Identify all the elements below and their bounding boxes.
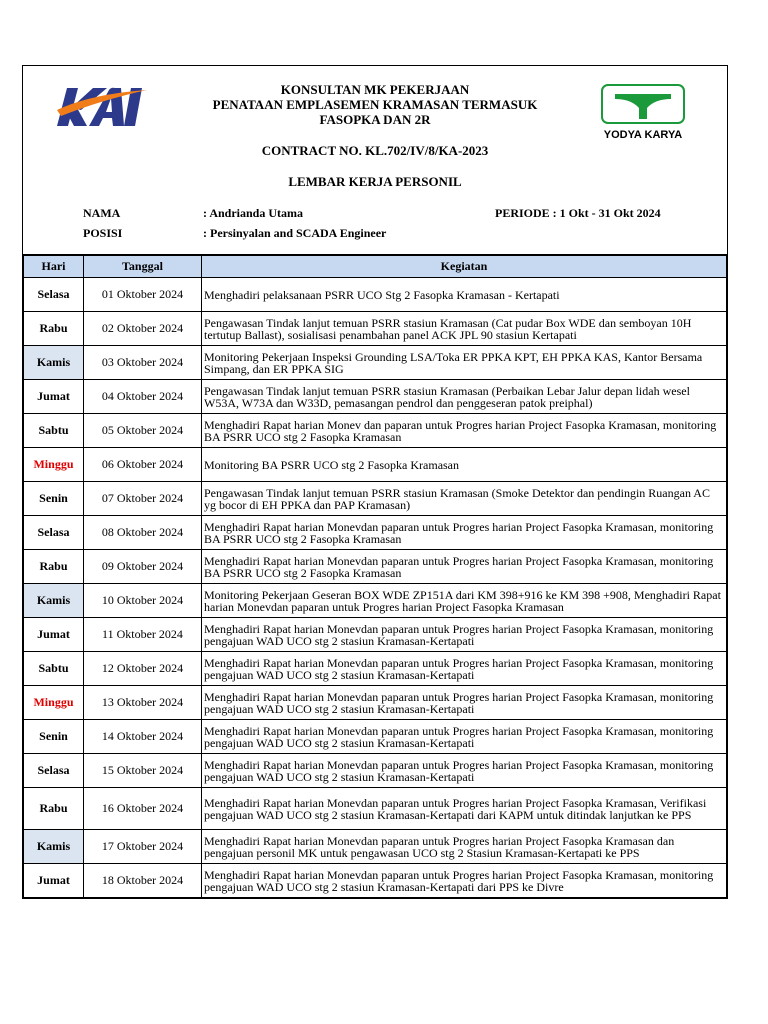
cell-hari: Selasa (24, 278, 84, 312)
cell-kegiatan: Monitoring Pekerjaan Inspeksi Grounding LSA/Toka ER PPKA KPT, EH PPKA KAS, Kantor Bersama Simpang, dan ER PPKA SIG (202, 346, 727, 380)
cell-kegiatan: Pengawasan Tindak lanjut temuan PSRR stasiun Kramasan (Smoke Detektor dan pendingin Ruangan AC yg bocor di EH PPKA dan PAP Kramasan) (202, 482, 727, 516)
cell-hari: Jumat (24, 380, 84, 414)
cell-hari: Kamis (24, 584, 84, 618)
cell-kegiatan: Monitoring BA PSRR UCO stg 2 Fasopka Kramasan (202, 448, 727, 482)
cell-hari: Minggu (24, 686, 84, 720)
cell-hari: Kamis (24, 346, 84, 380)
cell-tanggal: 09 Oktober 2024 (84, 550, 202, 584)
table-row (24, 754, 727, 788)
cell-tanggal: 16 Oktober 2024 (84, 788, 202, 830)
cell-kegiatan: Menghadiri Rapat harian Monevdan paparan untuk Progres harian Project Fasopka Kramasan, monitoring pengajuan WAD UCO stg 2 stasiun Kramasan-Kertapati (202, 686, 727, 720)
posisi-label: POSISI (83, 226, 123, 240)
table-row (24, 652, 727, 686)
header-tanggal: Tanggal (84, 256, 202, 278)
cell-tanggal: 13 Oktober 2024 (84, 686, 202, 720)
nama-label: NAMA (83, 206, 121, 220)
cell-tanggal: 11 Oktober 2024 (84, 618, 202, 652)
yodya-logo-text: YODYA KARYA (603, 129, 683, 141)
cell-hari: Selasa (24, 754, 84, 788)
work-sheet (22, 65, 728, 899)
table-row (24, 346, 727, 380)
header-title-line-3: FASOPKA DAN 2R (319, 112, 431, 127)
activity-table (23, 255, 727, 898)
cell-kegiatan: Menghadiri Rapat harian Monevdan paparan untuk Progres harian Project Fasopka Kramasan, monitoring BA PSRR UCO stg 2 Fasopka Kramasan (202, 516, 727, 550)
cell-kegiatan: Menghadiri Rapat harian Monevdan paparan untuk Progres harian Project Fasopka Kramasan, monitoring pengajuan WAD UCO stg 2 stasiun Kramasan-Kertapati (202, 652, 727, 686)
cell-hari: Jumat (24, 618, 84, 652)
contract-number: CONTRACT NO. KL.702/IV/8/KA-2023 (261, 143, 489, 158)
table-row (24, 720, 727, 754)
table-row (24, 516, 727, 550)
yodya-logo-frame (601, 84, 685, 124)
cell-hari: Senin (24, 720, 84, 754)
cell-tanggal: 12 Oktober 2024 (84, 652, 202, 686)
cell-kegiatan: Menghadiri Rapat harian Monevdan paparan untuk Progres harian Project Fasopka Kramasan, monitoring pengajuan WAD UCO stg 2 stasiun Kramasan-Kertapati (202, 618, 727, 652)
yodya-y-icon (603, 86, 683, 122)
cell-hari: Rabu (24, 788, 84, 830)
cell-tanggal: 07 Oktober 2024 (84, 482, 202, 516)
cell-tanggal: 02 Oktober 2024 (84, 312, 202, 346)
posisi-value: : Persinyalan and SCADA Engineer (203, 226, 387, 240)
table-row (24, 550, 727, 584)
cell-tanggal: 14 Oktober 2024 (84, 720, 202, 754)
yodya-karya-logo (599, 84, 687, 146)
table-row (24, 686, 727, 720)
cell-tanggal: 18 Oktober 2024 (84, 864, 202, 898)
header-kegiatan: Kegiatan (202, 256, 727, 278)
header-hari: Hari (24, 256, 84, 278)
cell-tanggal: 04 Oktober 2024 (84, 380, 202, 414)
cell-hari: Kamis (24, 830, 84, 864)
cell-tanggal: 15 Oktober 2024 (84, 754, 202, 788)
table-row (24, 482, 727, 516)
cell-tanggal: 08 Oktober 2024 (84, 516, 202, 550)
header-title-line-2: PENATAAN EMPLASEMEN KRAMASAN TERMASUK (212, 97, 538, 112)
table-row (24, 618, 727, 652)
table-row (24, 448, 727, 482)
table-row (24, 584, 727, 618)
cell-hari: Jumat (24, 864, 84, 898)
cell-tanggal: 10 Oktober 2024 (84, 584, 202, 618)
cell-kegiatan: Menghadiri Rapat harian Monev dan paparan untuk Progres harian Project Fasopka Kramasan, monitoring BA PSRR UCO stg 2 Fasopka Kramasan (202, 414, 727, 448)
table-row (24, 788, 727, 830)
header-title-line-1: KONSULTAN MK PEKERJAAN (280, 82, 470, 97)
periode: PERIODE : 1 Okt - 31 Okt 2024 (495, 206, 661, 220)
cell-tanggal: 17 Oktober 2024 (84, 830, 202, 864)
cell-kegiatan: Menghadiri Rapat harian Monevdan paparan untuk Progres harian Project Fasopka Kramasan, monitoring pengajuan WAD UCO stg 2 stasiun Kramasan-Kertapati dari PPS ke Divre (202, 864, 727, 898)
cell-hari: Senin (24, 482, 84, 516)
cell-kegiatan: Pengawasan Tindak lanjut temuan PSRR stasiun Kramasan (Perbaikan Lebar Jalur depan lidah wesel W53A, W73A dan W33D, pemasangan pendrol dan penggeseran patok preiphal) (202, 380, 727, 414)
table-row (24, 864, 727, 898)
cell-tanggal: 03 Oktober 2024 (84, 346, 202, 380)
cell-kegiatan: Menghadiri Rapat harian Monevdan paparan untuk Progres harian Project Fasopka Kramasan, monitoring pengajuan WAD UCO stg 2 stasiun Kramasan-Kertapati (202, 720, 727, 754)
cell-tanggal: 01 Oktober 2024 (84, 278, 202, 312)
cell-hari: Sabtu (24, 414, 84, 448)
table-row (24, 830, 727, 864)
table-header-row (24, 256, 727, 278)
cell-kegiatan: Menghadiri Rapat harian Monevdan paparan untuk Progres harian Project Fasopka Kramasan, monitoring BA PSRR UCO stg 2 Fasopka Kramasan (202, 550, 727, 584)
cell-hari: Rabu (24, 550, 84, 584)
cell-kegiatan: Monitoring Pekerjaan Geseran BOX WDE ZP151A dari KM 398+916 ke KM 398 +908, Menghadiri Rapat harian Monevdan paparan untuk Progres harian Project Fasopka Kramasan (202, 584, 727, 618)
table-row (24, 414, 727, 448)
cell-kegiatan: Menghadiri Rapat harian Monevdan paparan untuk Progres harian Project Fasopka Kramasan, Verifikasi pengajuan WAD UCO stg 2 stasiun Kramasan-Kertapati dari KAPM untuk ditindak lanjutkan ke PPS (202, 788, 727, 830)
cell-kegiatan: Pengawasan Tindak lanjut temuan PSRR stasiun Kramasan (Cat pudar Box WDE dan semboyan 10H tertutup Ballast), sosialisasi penambahan panel ACK JPL 90 stasiun Kertapati (202, 312, 727, 346)
cell-kegiatan: Menghadiri Rapat harian Monevdan paparan untuk Progres harian Project Fasopka Kramasan dan pengajuan personil MK untuk pengawasan UCO stg 2 Stasiun Kramasan-Kertapati ke PPS (202, 830, 727, 864)
document-header (23, 66, 727, 255)
cell-hari: Sabtu (24, 652, 84, 686)
table-row (24, 380, 727, 414)
cell-hari: Selasa (24, 516, 84, 550)
sheet-title: LEMBAR KERJA PERSONIL (288, 174, 462, 189)
cell-kegiatan: Menghadiri pelaksanaan PSRR UCO Stg 2 Fasopka Kramasan - Kertapati (202, 278, 727, 312)
cell-tanggal: 06 Oktober 2024 (84, 448, 202, 482)
table-row (24, 312, 727, 346)
cell-kegiatan: Menghadiri Rapat harian Monevdan paparan untuk Progres harian Project Fasopka Kramasan, monitoring pengajuan WAD UCO stg 2 stasiun Kramasan-Kertapati (202, 754, 727, 788)
table-row (24, 278, 727, 312)
cell-tanggal: 05 Oktober 2024 (84, 414, 202, 448)
nama-value: : Andrianda Utama (203, 206, 304, 220)
cell-hari: Minggu (24, 448, 84, 482)
cell-hari: Rabu (24, 312, 84, 346)
